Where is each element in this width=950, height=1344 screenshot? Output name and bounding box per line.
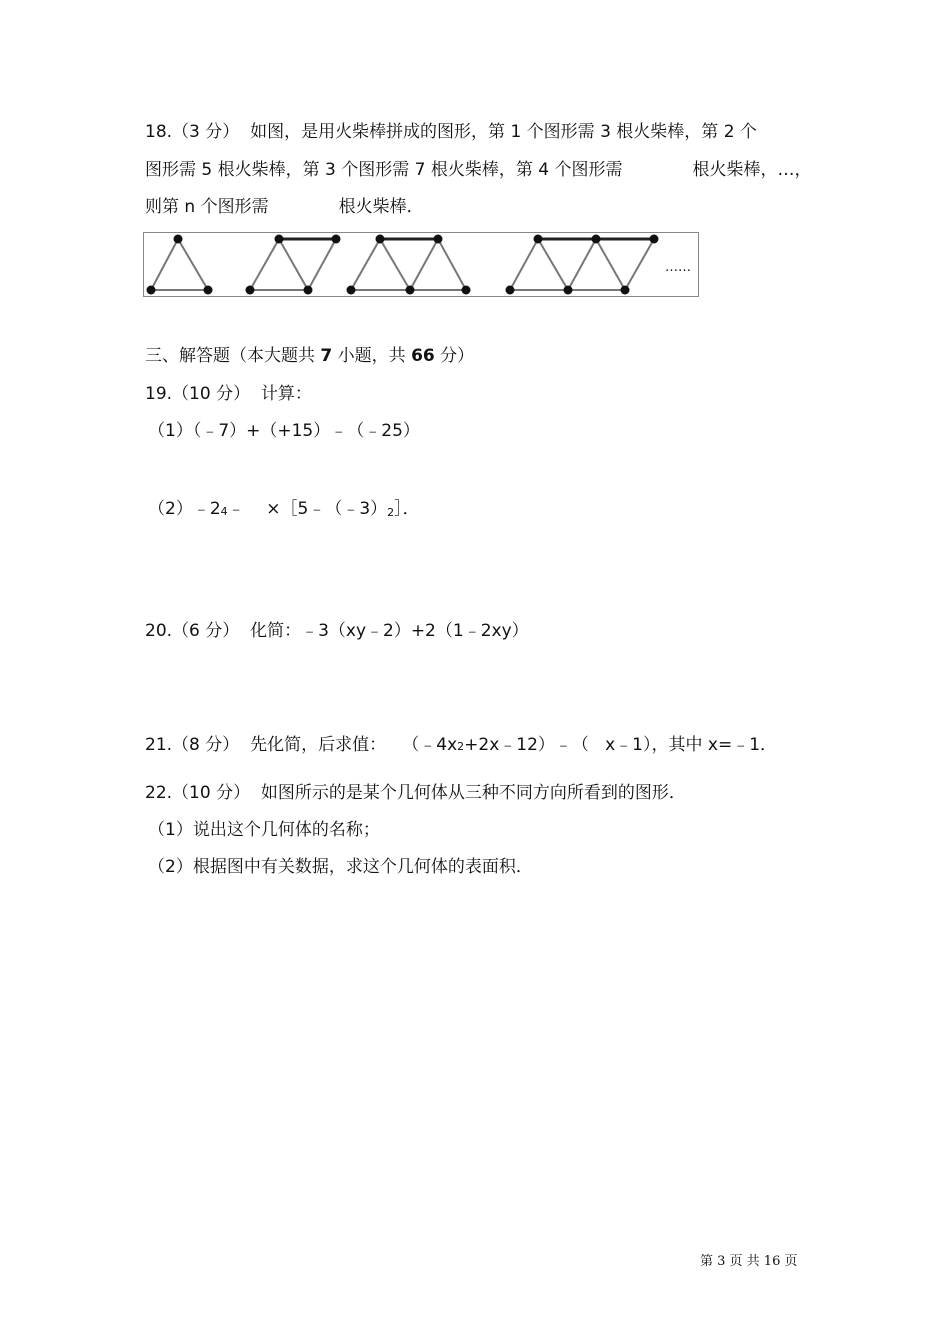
figure-1: [151, 239, 208, 290]
q19-part2-text-b: ﹣ ×［5﹣（﹣3）: [227, 499, 388, 519]
page-footer: 第 3 页 共 16 页: [700, 1254, 798, 1269]
q19-part2-exponent: 4: [220, 505, 228, 518]
q18-line3-tail: 根火柴棒．: [338, 197, 424, 217]
section-heading-text-a: 三、解答题（本大题共: [145, 346, 321, 366]
q19-part2: [148, 498, 420, 524]
q18-line2-text: 图形需 5 根火柴棒，第 3 个图形需 7 根火柴棒，第 4 个图形需: [145, 160, 623, 180]
figure-ellipsis: ……: [665, 260, 691, 275]
q19-part2-text-a: （2）﹣2: [148, 499, 221, 519]
q21-text: [145, 734, 777, 758]
q18-line2: [145, 159, 812, 181]
matchstick-figure: [143, 232, 699, 297]
q18-line2-tail: 根火柴棒，…，: [692, 160, 812, 180]
figure-2: [250, 239, 336, 290]
q19-part2-text-c: ］．: [394, 499, 420, 519]
q21-text-b: +2x﹣12）﹣（ x﹣1），其中 x=﹣1．: [464, 735, 778, 755]
q19-part1: （1）（﹣7）+（+15）﹣（﹣25）: [148, 421, 420, 441]
q22-title: 22.（10 分） 如图所示的是某个几何体从三种不同方向所看到的图形．: [145, 783, 686, 803]
q18-line1: 18.（3 分） 如图，是用火柴棒拼成的图形，第 1 个图形需 3 根火柴棒，第 2 个: [145, 122, 757, 142]
q21-exponent: 2: [457, 740, 465, 753]
figure-frame: [144, 233, 699, 297]
q22-part2: （2）根据图中有关数据，求这个几何体的表面积．: [148, 857, 533, 877]
section-total-score: 66: [411, 346, 435, 366]
q18-line3: [145, 196, 424, 218]
q22-part1: （1）说出这个几何体的名称；: [148, 820, 380, 840]
figure-4: [510, 239, 654, 290]
q19-title: 19.（10 分） 计算：: [145, 384, 312, 404]
section-question-count: 7: [320, 346, 333, 366]
figure-3: [351, 239, 466, 290]
q19-part2-exponent-2: 2: [387, 506, 395, 519]
section-heading: [145, 345, 474, 367]
q21-text-a: 21.（8 分） 先化简，后求值： （﹣4x: [145, 735, 458, 755]
q18-line3-text: 则第 n 个图形需: [145, 197, 269, 217]
q20-text: 20.（6 分） 化简：﹣3（xy﹣2）+2（1﹣2xy）: [145, 621, 529, 641]
section-heading-text-c: 分）: [434, 346, 475, 366]
section-heading-text-b: 小题，共: [332, 346, 412, 366]
